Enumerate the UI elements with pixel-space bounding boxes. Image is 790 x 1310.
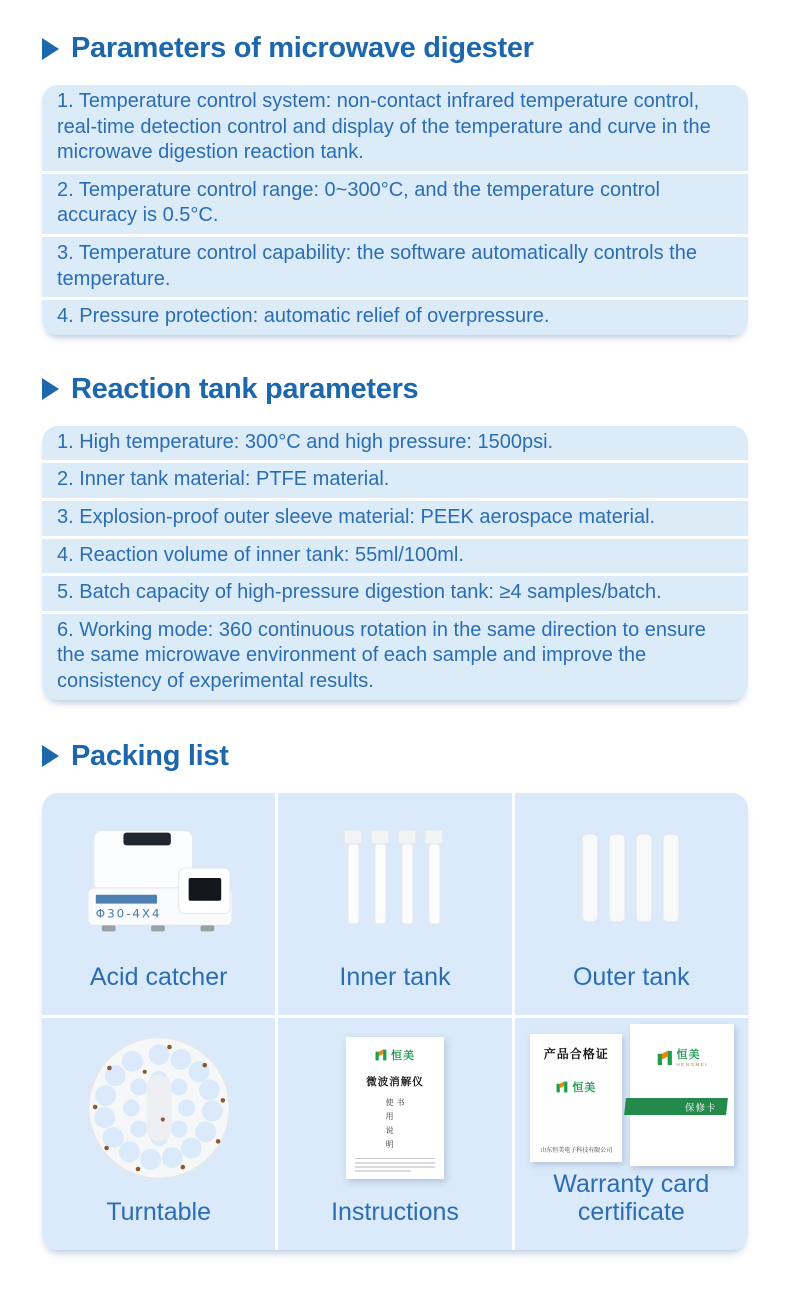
param-item: 3. Explosion-proof outer sleeve material: PEEK aerospace material.	[42, 501, 748, 536]
acid-catcher-machine-illustration	[80, 822, 238, 934]
tank-parameters-box	[42, 426, 748, 700]
outer-tank-cylinders-illustration	[572, 828, 690, 928]
inner-tank-image	[278, 793, 511, 963]
section-header-tank	[42, 373, 748, 406]
warranty-card	[630, 1024, 734, 1166]
packing-cell-outer-tank	[515, 793, 748, 1015]
param-item: 1. High temperature: 300°C and high pressure: 1500psi.	[42, 426, 748, 461]
booklet-title: 微波消解仪	[366, 1075, 424, 1088]
svg-text:Φ30-4X4: Φ30-4X4	[95, 906, 162, 920]
instructions-image	[278, 1018, 511, 1198]
hengmei-logo-icon	[556, 1081, 569, 1093]
warranty-cards	[528, 1012, 734, 1170]
company-name: 山东恒美电子科技有限公司	[540, 1147, 613, 1154]
param-item: 2. Temperature control range: 0~300°C, and the temperature control accuracy is 0.5°C.	[42, 174, 748, 234]
section-title: Reaction tank parameters	[71, 372, 419, 405]
packing-label: Outer tank	[572, 962, 690, 991]
packing-cell-instructions	[278, 1018, 511, 1250]
param-item: 4. Reaction volume of inner tank: 55ml/100ml.	[42, 539, 748, 574]
brand-name: 恒美	[572, 1081, 597, 1094]
brand-logo-row	[657, 1050, 709, 1068]
param-item: 1. Temperature control system: non-contact infrared temperature control, real-time detection control and display of the temperature and curve in the microwave digestion reaction tank.	[42, 85, 748, 171]
warranty-ribbon-label: 保修卡	[685, 1102, 718, 1113]
packing-list-grid	[42, 793, 748, 1250]
inner-tank-tubes-illustration	[335, 822, 455, 934]
brand-name: 恒美	[676, 1048, 701, 1061]
packing-label: Inner tank	[339, 962, 451, 991]
packing-label: Turntable	[106, 1197, 211, 1226]
brand-name-block	[677, 1050, 709, 1068]
certificate-title: 产品合格证	[543, 1046, 609, 1061]
triangle-bullet-icon	[42, 745, 59, 767]
hengmei-logo-icon	[657, 1050, 674, 1066]
packing-label: Instructions	[331, 1197, 459, 1226]
triangle-bullet-icon	[42, 378, 59, 400]
brand-logo-row	[556, 1079, 596, 1095]
packing-cell-inner-tank	[278, 793, 511, 1015]
text-line-placeholder	[355, 1166, 435, 1168]
digester-parameters-box	[42, 85, 748, 335]
booklet-footer-lines	[355, 1158, 435, 1172]
section-title: Packing list	[71, 739, 229, 772]
brand-logo-row	[375, 1047, 415, 1063]
packing-label: Warranty card certificate	[553, 1169, 710, 1226]
triangle-bullet-icon	[42, 38, 59, 60]
param-item: 2. Inner tank material: PTFE material.	[42, 463, 748, 498]
warranty-image	[515, 1012, 748, 1170]
section-header-digester	[42, 32, 748, 65]
section-header-packing	[42, 740, 748, 773]
divider	[355, 1158, 435, 1159]
param-item: 3. Temperature control capability: the software automatically controls the temperature.	[42, 237, 748, 297]
booklet-subtitle: 使用说明书	[384, 1097, 405, 1154]
warranty-ribbon	[624, 1098, 728, 1115]
brand-name-en: HENGMEI	[676, 1061, 709, 1067]
acid-catcher-image	[42, 793, 275, 963]
brand-name: 恒美	[390, 1049, 415, 1062]
param-item: 4. Pressure protection: automatic relief of overpressure.	[42, 300, 748, 335]
packing-cell-acid-catcher	[42, 793, 275, 1015]
packing-label: Acid catcher	[89, 962, 228, 991]
turntable-disc-illustration	[78, 1027, 240, 1189]
packing-cell-turntable	[42, 1018, 275, 1250]
param-item: 5. Batch capacity of high-pressure digestion tank: ≥4 samples/batch.	[42, 576, 748, 611]
instruction-booklet	[346, 1037, 444, 1179]
hengmei-logo-icon	[375, 1049, 388, 1061]
text-line-placeholder	[355, 1170, 411, 1172]
packing-cell-warranty	[515, 1018, 748, 1250]
param-item: 6. Working mode: 360 continuous rotation in the same direction to ensure the same microwave environment of each sample and improve the consistency of experimental results.	[42, 614, 748, 700]
section-title: Parameters of microwave digester	[71, 32, 534, 64]
certificate-card	[530, 1034, 622, 1162]
turntable-image	[42, 1018, 275, 1198]
outer-tank-image	[515, 793, 748, 963]
text-line-placeholder	[355, 1162, 435, 1164]
